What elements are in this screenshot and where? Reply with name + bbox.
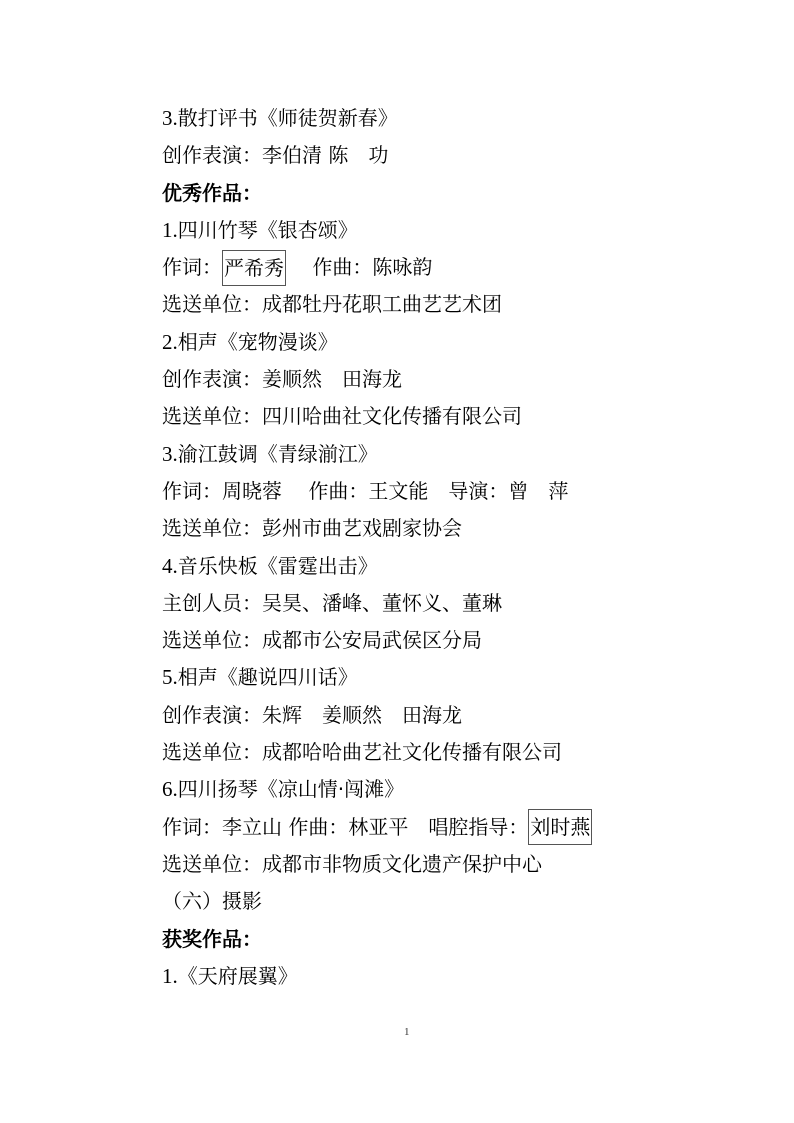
line-text: 选送单位：成都哈哈曲艺社文化传播有限公司: [162, 740, 562, 765]
text-line: [162, 734, 762, 771]
line-text: （六）摄影: [162, 889, 262, 914]
line-text: 创作表演：朱辉 姜顺然 田海龙: [162, 702, 462, 727]
line-text: 优秀作品：: [162, 180, 262, 205]
item-number: 3.: [162, 106, 178, 130]
text-line: [162, 212, 762, 249]
line-text: 渝江鼓调《青绿湔江》: [177, 441, 378, 466]
line-text: 作词：周晓蓉 作曲：王文能 导演：曾 萍: [162, 478, 569, 503]
highlighted-name: 严希秀: [222, 250, 286, 286]
text-line: [162, 473, 762, 510]
line-text: 获奖作品：: [162, 926, 262, 951]
text-line: [162, 510, 762, 547]
line-text: 选送单位：成都市非物质文化遗产保护中心: [162, 851, 542, 876]
line-text: 作曲：陈咏韵: [286, 255, 433, 280]
item-number: 3.: [162, 441, 178, 466]
text-line: [162, 846, 762, 883]
page-number: 1: [404, 1026, 410, 1038]
line-text: 作词：李立山 作曲：林亚平 唱腔指导：: [162, 814, 529, 839]
text-line: [162, 659, 762, 696]
line-text: 四川扬琴《凉山情·闯滩》: [177, 777, 405, 802]
item-number: 1.: [162, 963, 178, 988]
text-line: [162, 697, 762, 734]
line-text: 创作表演：姜顺然 田海龙: [162, 367, 402, 392]
section-heading: [162, 175, 762, 212]
text-line: [162, 548, 762, 585]
text-line: [162, 622, 762, 659]
section-heading: [162, 921, 762, 958]
text-line: [162, 249, 762, 286]
text-line: [162, 286, 762, 323]
line-text: 《天府展翼》: [177, 963, 298, 988]
text-line: [162, 398, 762, 435]
line-text: 选送单位：成都市公安局武侯区分局: [162, 628, 482, 653]
highlighted-name: 刘时燕: [528, 809, 592, 845]
line-text: 主创人员：吴昊、潘峰、董怀义、董琳: [162, 590, 502, 615]
item-number: 1.: [162, 217, 178, 242]
line-text: 音乐快板《雷霆出击》: [177, 553, 378, 578]
text-line: [162, 585, 762, 622]
line-text: 散打评书《师徒贺新春》: [177, 106, 398, 130]
line-text: 四川竹琴《银杏颂》: [177, 217, 358, 242]
line-text: 作词：: [162, 255, 222, 280]
line-text: 相声《宠物漫谈》: [177, 329, 338, 354]
item-number: 6.: [162, 777, 178, 802]
text-line: [162, 361, 762, 398]
section-title: [162, 883, 762, 920]
text-line: [162, 324, 762, 361]
item-number: 2.: [162, 329, 178, 354]
text-line: [162, 809, 762, 846]
item-number: 4.: [162, 553, 178, 578]
line-text: 选送单位：四川哈曲社文化传播有限公司: [162, 404, 522, 429]
line-text: 选送单位：彭州市曲艺戏剧家协会: [162, 516, 462, 541]
text-line: [162, 958, 762, 995]
item-number: 5.: [162, 665, 178, 690]
line-text: 相声《趣说四川话》: [177, 665, 358, 690]
line-text: 选送单位：成都牡丹花职工曲艺艺术团: [162, 292, 502, 317]
text-line: [162, 100, 762, 137]
text-line: [162, 436, 762, 473]
text-line: [162, 137, 762, 174]
line-text: 创作表演：李伯清 陈 功: [162, 143, 389, 168]
text-line: [162, 771, 762, 808]
document-body: [162, 100, 762, 995]
